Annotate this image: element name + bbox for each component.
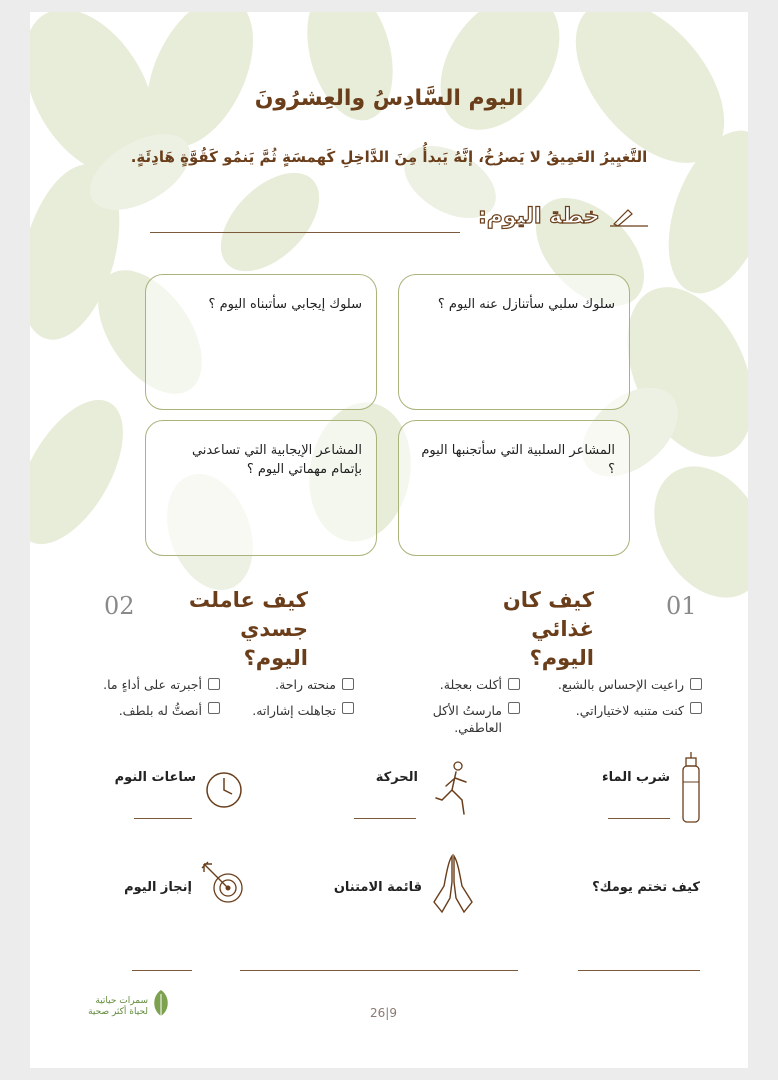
logo-line1: سمرات حياتية [95,996,148,1006]
food-option: كنت متنبه لاختياراتي. [575,703,684,718]
food-option: راعيت الإحساس بالشبع. [557,677,684,692]
gratitude-line[interactable] [240,970,518,971]
achievement-label: إنجاز اليوم [124,880,192,895]
checkbox[interactable] [208,702,220,714]
checkbox[interactable] [208,678,220,690]
footer-logo [68,996,148,1018]
checkbox[interactable] [690,702,702,714]
positive-feelings-box[interactable] [145,420,377,556]
daily-quote: التَّغيِيرُ العَمِيقُ لا يَصرُخُ، إنَّهُ يَبدأُ مِنَ الدَّاخِلِ كَهمسَةٍ ثُمَّ يَنمُو كَقُوَّةٍ هَادِئَةٍ. [130,148,648,166]
body-option: أجبرته على أداءٍ ما. [103,677,202,692]
section1-number: 01 [666,592,697,620]
checkbox[interactable] [508,678,520,690]
negative-behavior-prompt: سلوك سلبي سأتنازل عنه اليوم ؟ [437,297,615,312]
negative-behavior-box[interactable] [398,274,630,410]
checkbox[interactable] [508,702,520,714]
journal-page [30,12,748,1068]
achievement-line[interactable] [132,970,192,971]
checkbox[interactable] [342,678,354,690]
positive-behavior-box[interactable] [145,274,377,410]
page-number: 26|9 [370,1006,397,1020]
clock-icon [204,770,244,810]
pen-icon [608,206,652,228]
water-line[interactable] [608,818,670,819]
body-option: تجاهلت إشاراته. [252,703,336,718]
body-option: منحته راحة. [275,677,336,692]
gratitude-label: قائمة الامتنان [333,880,422,895]
food-option: مارستُ الأكل العاطفي. [432,703,502,735]
sleep-label: ساعات النوم [114,770,196,785]
logo-line2: لحياة أكثر صحية [88,1007,148,1017]
positive-behavior-prompt: سلوك إيجابي سأتبناه اليوم ؟ [208,297,362,312]
plan-label: خطة اليوم: [478,204,600,229]
checkbox[interactable] [342,702,354,714]
body-option: أنصتُّ له بلطف. [118,703,202,718]
end-day-label: كيف تختم يومك؟ [592,880,700,895]
section1-title: كيف كان غذائي اليوم؟ [502,588,594,670]
food-option: أكلت بعجلة. [439,677,502,692]
end-day-line[interactable] [578,970,700,971]
target-icon [198,858,246,906]
positive-feelings-prompt: المشاعر الإيجابية التي تساعدني بإتمام مهماتي اليوم ؟ [191,443,362,477]
negative-feelings-box[interactable] [398,420,630,556]
water-label: شرب الماء [601,770,670,785]
movement-label: الحركة [375,770,418,785]
page-title: اليوم السَّادِسُ والعِشرُونَ [254,86,524,111]
running-person-icon [434,760,476,816]
checkbox[interactable] [690,678,702,690]
section2-title: كيف عاملت جسدي اليوم؟ [188,588,308,670]
plan-line[interactable] [150,232,460,233]
sleep-line[interactable] [134,818,192,819]
movement-line[interactable] [354,818,416,819]
water-bottle-icon [678,752,704,824]
praying-hands-icon [430,852,476,916]
section2-number: 02 [104,592,135,620]
logo-leaf-icon [150,988,172,1018]
negative-feelings-prompt: المشاعر السلبية التي سأتجنبها اليوم ؟ [421,443,615,477]
